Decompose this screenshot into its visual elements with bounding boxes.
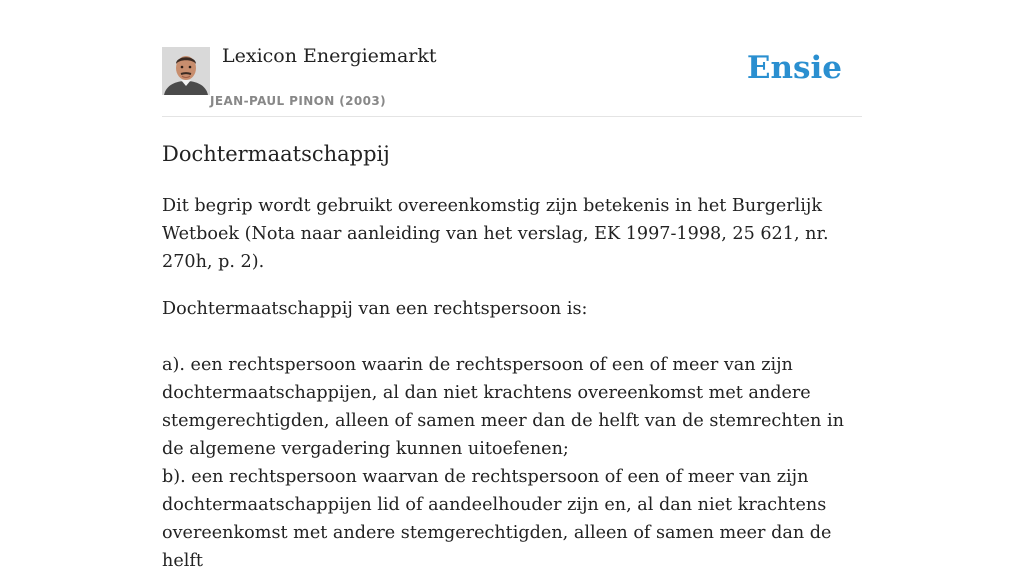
author-name: JEAN-PAUL PINON (2003): [210, 94, 387, 108]
book-title[interactable]: Lexicon Energiemarkt: [222, 45, 437, 67]
list-item: b). een rechtspersoon waarvan de rechtspersoon of een of meer van zijn dochtermaatschappijen lid of aandeelhouder zijn en, al dan niet krachtens overeenkomst met andere stemgerechtigden, alleen of samen meer dan de helft: [162, 467, 832, 571]
list-item: a). een rechtspersoon waarin de rechtspersoon of een of meer van zijn dochtermaatschappijen, al dan niet krachtens overeenkomst met andere stemgerechtigden, alleen of samen meer dan de helft van de stemrechten in de algemene vergadering kunnen uitoefenen;: [162, 355, 844, 459]
header: [162, 0, 862, 117]
author-portrait-icon: [162, 47, 210, 95]
entry-title: Dochtermaatschappij: [162, 142, 390, 166]
entry-paragraph: Dochtermaatschappij van een rechtspersoon is:: [162, 299, 588, 319]
author-avatar[interactable]: [162, 47, 210, 95]
entry-paragraph: Dit begrip wordt gebruikt overeenkomstig zijn betekenis in het Burgerlijk Wetboek (Nota naar aanleiding van het verslag, EK 1997-1998, 25 621, nr. 270h, p. 2).: [162, 196, 829, 272]
ensie-logo[interactable]: Ensie: [746, 50, 842, 86]
entry-content: [162, 138, 862, 575]
definition-list: [162, 351, 862, 575]
